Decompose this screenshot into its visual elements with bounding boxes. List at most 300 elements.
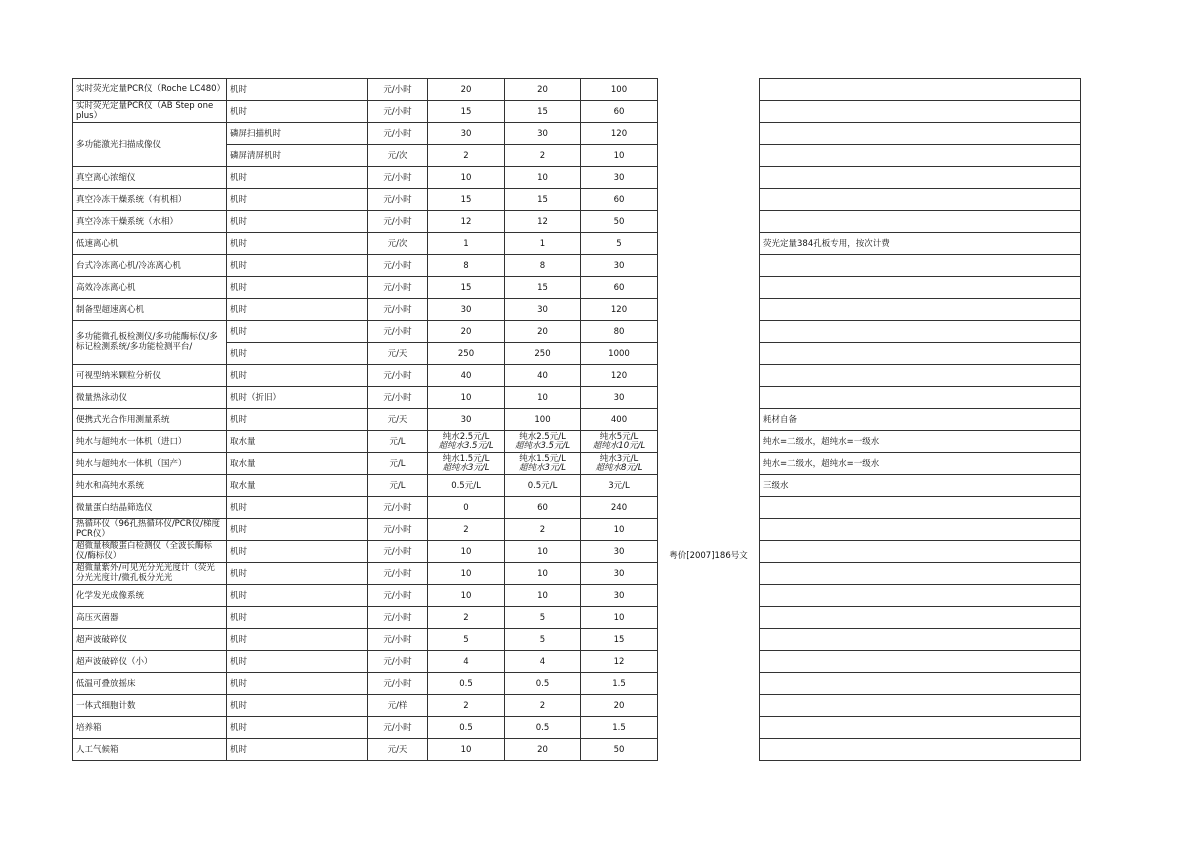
price-internal-cell-text: 10 [460,744,472,755]
equipment-name-cell-text: 培养箱 [76,722,102,733]
price-unit-cell-text: 元/天 [387,348,408,359]
price-external-cell [581,651,658,673]
charge-unit-cell-text: 机时 [230,194,248,205]
table-row [73,189,1081,211]
price-internal-cell-text: 10 [460,568,472,579]
price-partner-cell-text: 250 [534,348,551,359]
price-internal-cell-text: 0.5元/L [451,480,481,491]
price-external-cell [581,607,658,629]
price-internal-cell-text: 20 [460,84,472,95]
price-partner-cell [505,277,581,299]
charge-unit-cell-text: 机时 [230,700,248,711]
price-internal-cell [428,695,505,717]
price-external-cell-text: 10 [613,150,625,161]
price-unit-cell-text: 元/小时 [383,216,412,227]
charge-unit-cell-text: 机时 [230,282,248,293]
equipment-name-cell-text: 便携式光合作用测量系统 [76,414,170,425]
price-partner-cell [505,167,581,189]
price-unit-cell-text: 元/小时 [383,84,412,95]
charge-unit-cell-text: 机时 [230,744,248,755]
price-partner-cell-text: 15 [537,282,548,293]
equipment-name-cell-text: 高压灭菌器 [76,612,119,623]
price-internal-cell-text: 10 [460,392,472,403]
price-partner-cell [505,299,581,321]
equipment-name-cell-text: 纯水与超纯水一体机（进口） [76,436,187,447]
charge-unit-cell-text: 机时 [230,678,248,689]
price-partner-cell-text: 10 [537,172,548,183]
charge-unit-cell [227,145,368,167]
note-cell [760,167,1081,189]
note-cell [760,101,1081,123]
equipment-name-cell-text: 多功能激光扫描成像仪 [76,139,162,150]
price-internal-cell [428,211,505,233]
price-internal-cell-text: 10 [460,590,472,601]
price-external-cell-text: 120 [610,304,628,315]
price-internal-cell-line: 纯水1.5元/L [442,453,490,464]
equipment-name-cell-text: 台式冷冻离心机/冷冻离心机 [76,260,181,271]
price-internal-cell-text: 40 [460,370,472,381]
table-row [73,431,1081,453]
equipment-name-cell-text: 实时荧光定量PCR仪（Roche LC480） [76,83,226,94]
price-partner-cell-text: 0.5 [535,678,550,689]
price-unit-cell [368,189,428,211]
price-external-cell-line: 纯水3元/L [599,453,639,464]
price-partner-cell [505,497,581,519]
price-internal-cell [428,519,505,541]
equipment-name-cell [73,563,227,585]
price-internal-cell [428,123,505,145]
charge-unit-cell-text: 机时 [230,612,248,623]
equipment-name-cell-text: 可视型纳米颗粒分析仪 [76,370,162,381]
price-unit-cell-text: 元/小时 [383,128,412,139]
price-external-cell-text: 20 [613,700,625,711]
price-external-cell-text: 60 [613,282,625,293]
price-internal-cell [428,651,505,673]
equipment-name-cell-text: 热循环仪（96孔热循环仪/PCR仪/梯度PCR仪） [76,519,221,539]
price-unit-cell [368,277,428,299]
price-internal-cell-text: 2 [463,524,469,535]
charge-unit-cell-text: 机时 [230,414,248,425]
price-partner-cell-text: 8 [539,260,546,271]
price-external-cell [581,79,658,101]
table-row [73,79,1081,101]
price-external-cell-line: 超纯水8元/L [595,462,643,473]
price-internal-cell [428,299,505,321]
price-unit-cell [368,299,428,321]
price-partner-cell-text: 100 [534,414,551,425]
price-unit-cell-text: 元/小时 [383,106,412,117]
note-cell [760,233,1081,255]
note-cell [760,497,1081,519]
charge-unit-cell [227,717,368,739]
price-unit-cell [368,167,428,189]
equipment-name-cell-text: 真空冷冻干燥系统（有机相） [76,194,187,205]
table-row [73,475,1081,497]
price-internal-cell [428,233,505,255]
price-partner-cell-line: 超纯水3.5元/L [514,440,571,451]
equipment-name-cell [73,585,227,607]
table-row [73,123,1081,145]
price-unit-cell [368,255,428,277]
price-internal-cell [428,563,505,585]
charge-unit-cell [227,255,368,277]
price-internal-cell [428,431,505,453]
note-cell-text: 耗材自备 [763,414,798,425]
charge-unit-cell-text: 机时 [230,524,248,535]
price-internal-cell-text: 1 [463,238,469,249]
table-row [73,409,1081,431]
charge-unit-cell-text: 机时 [230,502,248,513]
price-internal-cell-text: 30 [460,414,472,425]
equipment-name-cell [73,497,227,519]
charge-unit-cell-text: 机时 [230,370,248,381]
equipment-name-cell [73,541,227,563]
price-unit-cell-text: 元/小时 [383,546,412,557]
price-partner-cell [505,629,581,651]
equipment-name-cell [73,519,227,541]
price-unit-cell-text: 元/次 [387,150,408,161]
equipment-name-cell-text: 低温可叠放摇床 [76,678,136,689]
note-cell [760,673,1081,695]
price-partner-cell [505,607,581,629]
price-unit-cell [368,387,428,409]
price-internal-cell-text: 10 [460,172,472,183]
price-partner-cell [505,519,581,541]
note-cell-text: 三级水 [763,480,789,491]
charge-unit-cell [227,189,368,211]
equipment-name-cell [73,607,227,629]
note-cell [760,211,1081,233]
price-external-cell [581,629,658,651]
equipment-name-cell-text: 超微量紫外/可见光分光光度计（荧光分光光度计/微孔板分光光 [76,563,215,583]
price-partner-cell-text: 15 [537,106,548,117]
table-row [73,585,1081,607]
price-internal-cell-line: 纯水2.5元/L [442,431,490,442]
charge-unit-cell [227,233,368,255]
price-external-cell-text: 30 [613,172,625,183]
price-basis-cell [658,79,760,761]
price-unit-cell-text: 元/小时 [383,194,412,205]
price-unit-cell-text: 元/小时 [383,524,412,535]
charge-unit-cell [227,365,368,387]
price-partner-cell [505,255,581,277]
price-partner-cell [505,189,581,211]
equipment-name-cell [73,321,227,365]
price-internal-cell-text: 0.5 [459,678,473,689]
equipment-name-cell [73,233,227,255]
price-external-cell-text: 30 [613,590,625,601]
price-partner-cell [505,739,581,761]
price-partner-cell-text: 5 [539,634,546,645]
price-unit-cell-text: 元/小时 [383,678,412,689]
note-cell [760,519,1081,541]
charge-unit-cell [227,607,368,629]
price-partner-cell [505,387,581,409]
price-partner-cell [505,585,581,607]
charge-unit-cell-text: 机时 [230,546,248,557]
table-row [73,607,1081,629]
price-partner-cell-text: 2 [539,524,546,535]
price-partner-cell [505,431,581,453]
equipment-name-cell [73,387,227,409]
price-external-cell [581,541,658,563]
table-row [73,211,1081,233]
charge-unit-cell-text: 机时 [230,172,248,183]
table-row [73,695,1081,717]
price-partner-cell [505,717,581,739]
charge-unit-cell [227,453,368,475]
price-partner-cell-line: 纯水1.5元/L [519,453,566,464]
price-partner-cell-text: 5 [539,612,546,623]
price-partner-cell-text: 40 [537,370,548,381]
note-cell [760,431,1081,453]
price-external-cell-text: 50 [613,744,625,755]
price-unit-cell-text: 元/L [389,436,406,447]
price-external-cell [581,321,658,343]
price-external-cell [581,277,658,299]
price-unit-cell [368,585,428,607]
note-cell [760,629,1081,651]
price-internal-cell [428,145,505,167]
price-external-cell-text: 240 [610,502,628,513]
price-unit-cell-text: 元/小时 [383,612,412,623]
equipment-name-cell [73,211,227,233]
price-unit-cell [368,431,428,453]
price-partner-cell [505,651,581,673]
price-internal-cell [428,475,505,497]
price-unit-cell [368,233,428,255]
price-internal-cell-text: 4 [463,656,469,667]
price-partner-cell [505,563,581,585]
price-unit-cell-text: 元/L [389,458,406,469]
price-partner-cell-text: 60 [537,502,548,513]
equipment-name-cell-text: 低速离心机 [76,238,119,249]
charge-unit-cell [227,541,368,563]
charge-unit-cell-text: 机时 [230,348,248,359]
price-unit-cell [368,739,428,761]
price-unit-cell [368,123,428,145]
price-internal-cell-text: 15 [460,282,472,293]
equipment-name-cell-text: 高效冷冻离心机 [76,282,136,293]
price-partner-cell [505,123,581,145]
price-external-cell [581,365,658,387]
equipment-name-cell [73,695,227,717]
equipment-name-cell [73,475,227,497]
price-external-cell-text: 1.5 [612,722,626,733]
price-external-cell [581,123,658,145]
equipment-name-cell-text: 化学发光成像系统 [76,590,145,601]
price-partner-cell-text: 30 [537,304,548,315]
equipment-name-cell [73,255,227,277]
equipment-name-cell [73,167,227,189]
price-external-cell-text: 30 [613,260,625,271]
price-internal-cell [428,189,505,211]
note-cell [760,453,1081,475]
charge-unit-cell-text: 机时 [230,84,248,95]
price-external-cell-text: 12 [613,656,625,667]
price-unit-cell [368,651,428,673]
price-external-cell [581,167,658,189]
equipment-name-cell [73,365,227,387]
price-unit-cell [368,717,428,739]
price-unit-cell-text: 元/L [389,480,406,491]
note-cell [760,189,1081,211]
charge-unit-cell [227,123,368,145]
price-external-cell [581,189,658,211]
equipment-name-cell [73,189,227,211]
price-external-cell [581,233,658,255]
equipment-name-cell-text: 真空离心浓缩仪 [76,172,136,183]
charge-unit-cell [227,475,368,497]
price-partner-cell-text: 0.5元/L [527,480,558,491]
table-row [73,519,1081,541]
price-internal-cell [428,321,505,343]
price-unit-cell [368,453,428,475]
price-unit-cell-text: 元/样 [387,700,408,711]
equipment-name-cell [73,299,227,321]
price-unit-cell [368,497,428,519]
price-unit-cell-text: 元/小时 [383,304,412,315]
price-external-cell [581,695,658,717]
table-row [73,167,1081,189]
charge-unit-cell [227,387,368,409]
price-internal-cell [428,585,505,607]
table-row [73,453,1081,475]
price-partner-cell [505,695,581,717]
charge-unit-cell-text: 机时 [230,722,248,733]
table-row [73,233,1081,255]
price-partner-cell [505,233,581,255]
equipment-name-cell-text: 微量热泳动仪 [76,392,128,403]
price-external-cell-text: 1000 [608,348,630,359]
price-internal-cell [428,343,505,365]
table-row [73,717,1081,739]
price-internal-cell [428,277,505,299]
note-cell [760,387,1081,409]
price-unit-cell [368,101,428,123]
price-unit-cell [368,519,428,541]
charge-unit-cell [227,651,368,673]
price-external-cell-text: 120 [610,370,628,381]
equipment-name-cell-text: 超声波破碎仪 [76,634,128,645]
charge-unit-cell-text: 机时 [230,260,248,271]
price-unit-cell-text: 元/小时 [383,634,412,645]
charge-unit-cell-text: 机时 [230,216,248,227]
equipment-name-cell [73,673,227,695]
charge-unit-cell [227,695,368,717]
table-row [73,563,1081,585]
equipment-name-cell-text: 制备型超速离心机 [76,304,145,315]
note-cell [760,563,1081,585]
table-row [73,541,1081,563]
price-internal-cell [428,387,505,409]
charge-unit-cell-text: 机时 [230,656,248,667]
equipment-name-cell [73,629,227,651]
price-unit-cell [368,673,428,695]
equipment-name-cell-text: 纯水和高纯水系统 [76,480,145,491]
price-internal-cell-text: 2 [463,700,469,711]
charge-unit-cell [227,79,368,101]
price-unit-cell-text: 元/小时 [383,326,412,337]
price-internal-cell [428,607,505,629]
charge-unit-cell [227,629,368,651]
equipment-name-cell [73,431,227,453]
price-unit-cell [368,607,428,629]
equipment-name-cell-text: 一体式细胞计数 [76,700,136,711]
price-internal-cell-text: 30 [460,128,472,139]
price-unit-cell [368,321,428,343]
price-external-cell [581,387,658,409]
charge-unit-cell-text: 机时（折旧） [230,392,282,403]
charge-unit-cell-text: 机时 [230,238,248,249]
price-external-cell [581,343,658,365]
price-external-cell-text: 30 [613,568,625,579]
price-external-cell-text: 80 [613,326,625,337]
price-external-cell-text: 5 [616,238,622,249]
price-external-cell [581,519,658,541]
price-partner-cell-text: 20 [537,326,548,337]
equipment-name-cell-text: 超微量核酸蛋白检测仪（全波长酶标仪/酶标仪） [76,541,213,561]
price-external-cell-line: 超纯水10元/L [592,440,646,451]
table-row [73,299,1081,321]
price-external-cell-text: 30 [613,392,625,403]
price-basis-text: 粤价[2007]186号文 [669,550,748,561]
note-cell [760,321,1081,343]
table-row [73,739,1081,761]
price-internal-cell-text: 5 [463,634,469,645]
table-row [73,673,1081,695]
equipment-name-cell-text: 真空冷冻干燥系统（水相） [76,216,179,227]
price-unit-cell-text: 元/天 [387,414,408,425]
note-cell [760,585,1081,607]
price-external-cell-text: 10 [613,524,625,535]
price-internal-cell-text: 12 [460,216,472,227]
price-external-cell-text: 400 [610,414,628,425]
price-internal-cell-text: 15 [460,106,472,117]
equipment-name-cell [73,79,227,101]
charge-unit-cell [227,343,368,365]
equipment-name-cell-text: 微量蛋白结晶筛选仪 [76,502,153,513]
price-unit-cell-text: 元/小时 [383,502,412,513]
price-internal-cell [428,717,505,739]
note-cell [760,475,1081,497]
equipment-name-cell [73,277,227,299]
table-row [73,365,1081,387]
price-unit-cell-text: 元/小时 [383,568,412,579]
equipment-name-cell [73,453,227,475]
price-external-cell [581,255,658,277]
price-internal-cell [428,255,505,277]
charge-unit-cell [227,673,368,695]
price-partner-cell [505,409,581,431]
equipment-name-cell [73,717,227,739]
price-internal-cell-text: 10 [460,546,472,557]
price-external-cell [581,563,658,585]
equipment-name-cell-text: 人工气候箱 [76,744,119,755]
charge-unit-cell [227,563,368,585]
price-partner-cell [505,475,581,497]
price-partner-cell-text: 1 [539,238,546,249]
price-external-cell-line: 纯水5元/L [599,431,639,442]
price-unit-cell [368,541,428,563]
price-external-cell [581,299,658,321]
price-unit-cell-text: 元/小时 [383,260,412,271]
price-partner-cell-text: 2 [539,700,546,711]
note-cell [760,145,1081,167]
price-unit-cell [368,211,428,233]
equipment-name-cell-text: 纯水与超纯水一体机（国产） [76,458,187,469]
price-partner-cell-text: 4 [539,656,546,667]
